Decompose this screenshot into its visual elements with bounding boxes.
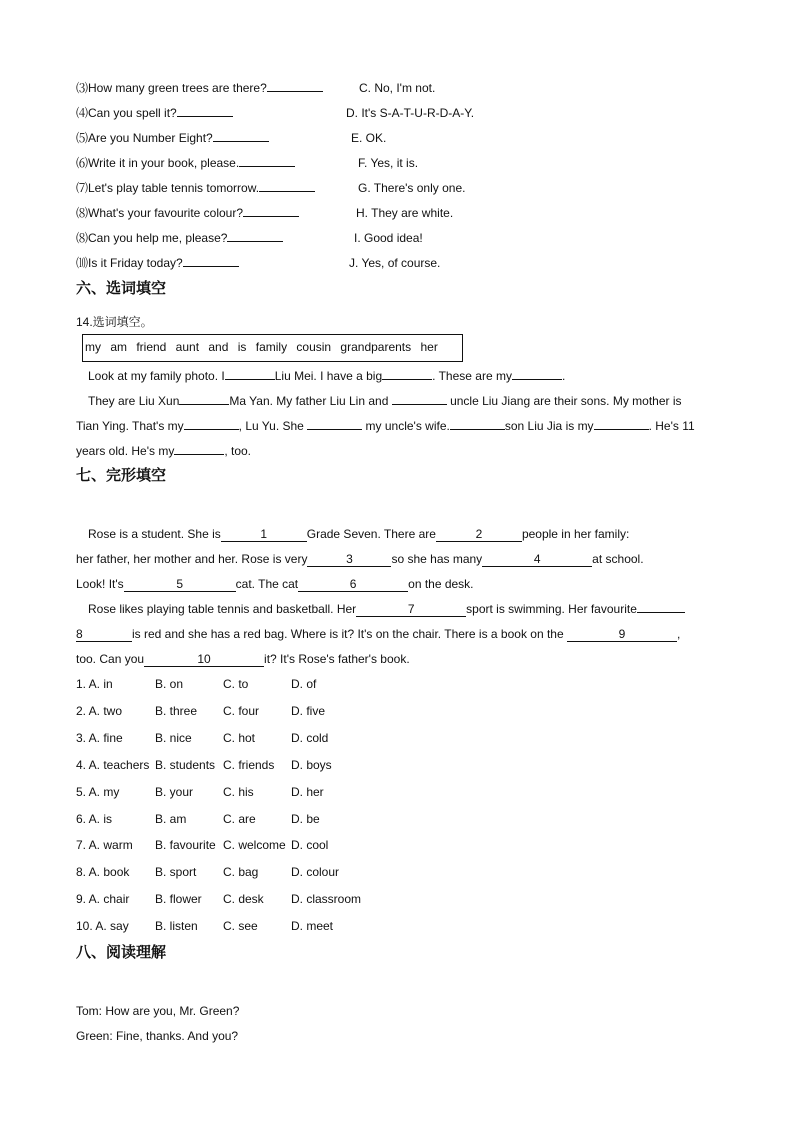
option: C. bag bbox=[223, 865, 259, 880]
dialogue-line: Green: Fine, thanks. And you? bbox=[76, 1029, 239, 1043]
matching-answer: D. It's S-A-T-U-R-D-A-Y. bbox=[346, 106, 475, 120]
option: B. nice bbox=[155, 730, 192, 745]
dialogue-line: Tom: How are you, Mr. Green? bbox=[76, 1004, 240, 1018]
section-7-title: 七、完形填空 bbox=[76, 467, 167, 484]
answer-blank[interactable] bbox=[213, 130, 269, 142]
answer-blank[interactable] bbox=[243, 205, 299, 217]
word-bank bbox=[82, 334, 463, 362]
option: B. on bbox=[155, 677, 184, 691]
option: D. cold bbox=[291, 730, 329, 745]
cloze-line: too. Can you 10 it? It's Rose's father's book. bbox=[76, 652, 410, 666]
option: D. her bbox=[291, 784, 324, 799]
matching-question: ⑻Can you help me, please? bbox=[76, 230, 283, 246]
matching-question: ⑻What's your favourite colour? bbox=[76, 205, 299, 221]
option: 8. A. book bbox=[76, 865, 130, 880]
section-6-title: 六、选词填空 bbox=[76, 280, 167, 297]
option: C. hot bbox=[223, 730, 256, 745]
passage-line: Look at my family photo. I Liu Mei. I have a big . These are my . bbox=[88, 369, 566, 383]
option: 10. A. say bbox=[76, 919, 129, 934]
option: B. three bbox=[155, 703, 198, 718]
option: C. to bbox=[223, 677, 249, 691]
option: D. be bbox=[291, 811, 320, 826]
option: C. desk bbox=[223, 892, 264, 907]
cloze-line: 8 is red and she has a red bag. Where is it? It's on the chair. There is a book on the 9 , bbox=[76, 627, 681, 641]
matching-question: ⑸Are you Number Eight? bbox=[76, 130, 269, 146]
passage-line: years old. He's my , too. bbox=[76, 444, 252, 458]
matching-question: ⑶How many green trees are there? bbox=[76, 80, 323, 96]
cloze-line: Rose likes playing table tennis and basketball. Her 7 sport is swimming. Her favourite bbox=[88, 601, 685, 617]
option: D. classroom bbox=[291, 892, 362, 907]
option: B. flower bbox=[155, 892, 202, 907]
option: B. listen bbox=[155, 919, 198, 934]
option: D. colour bbox=[291, 865, 340, 880]
passage-line: They are Liu Xun Ma Yan. My father Liu Lin and uncle Liu Jiang are their sons. My mother is bbox=[88, 394, 682, 408]
cloze-line: Look! It's 5 cat. The cat 6 on the desk. bbox=[76, 577, 474, 591]
matching-answer: G. There's only one. bbox=[358, 181, 466, 195]
option: 3. A. fine bbox=[76, 730, 123, 745]
option: C. four bbox=[223, 703, 260, 718]
answer-blank[interactable] bbox=[177, 105, 233, 117]
option: D. cool bbox=[291, 838, 329, 853]
option: 2. A. two bbox=[76, 703, 123, 718]
option: 6. A. is bbox=[76, 811, 113, 826]
option: B. students bbox=[155, 757, 216, 772]
option: C. are bbox=[223, 811, 256, 826]
option: D. boys bbox=[291, 757, 332, 772]
option: 9. A. chair bbox=[76, 892, 130, 907]
matching-answer: F. Yes, it is. bbox=[358, 156, 419, 170]
matching-answer: J. Yes, of course. bbox=[349, 256, 441, 270]
option: D. of bbox=[291, 677, 317, 691]
answer-blank[interactable] bbox=[239, 155, 295, 167]
answer-blank[interactable] bbox=[267, 80, 323, 92]
cloze-line: Rose is a student. She is 1 Grade Seven. There are 2 people in her family: bbox=[88, 527, 630, 541]
option: B. your bbox=[155, 784, 194, 799]
matching-answer: C. No, I'm not. bbox=[359, 81, 436, 95]
word-bank-words: my am friend aunt and is family cousin grandparents her bbox=[85, 340, 438, 354]
matching-question: ⑽Is it Friday today? bbox=[76, 255, 239, 271]
passage-line: Tian Ying. That's my , Lu Yu. She my uncle's wife. son Liu Jia is my . He's 11 bbox=[76, 419, 695, 433]
question-14: 14.选词填空。 bbox=[76, 315, 153, 329]
option: C. his bbox=[223, 784, 254, 799]
option: D. five bbox=[291, 703, 326, 718]
option: B. favourite bbox=[155, 838, 216, 853]
cloze-line: her father, her mother and her. Rose is very 3 so she has many 4 at school. bbox=[76, 552, 644, 566]
option: 7. A. warm bbox=[76, 838, 133, 853]
option: 4. A. teachers bbox=[76, 757, 150, 772]
matching-question: ⑹Write it in your book, please. bbox=[76, 155, 295, 171]
option: B. sport bbox=[155, 865, 197, 880]
answer-blank[interactable] bbox=[227, 230, 283, 242]
option: 5. A. my bbox=[76, 784, 120, 799]
matching-answer: E. OK. bbox=[351, 131, 387, 145]
option: C. welcome bbox=[223, 838, 286, 853]
option: C. see bbox=[223, 919, 258, 934]
option: D. meet bbox=[291, 919, 334, 934]
matching-question: ⑺Let's play table tennis tomorrow. bbox=[76, 180, 315, 196]
answer-blank[interactable] bbox=[259, 180, 315, 192]
matching-question: ⑷Can you spell it? bbox=[76, 105, 233, 121]
section-8-title: 八、阅读理解 bbox=[76, 944, 167, 961]
matching-answer: I. Good idea! bbox=[354, 231, 423, 245]
option: 1. A. in bbox=[76, 677, 113, 691]
option: B. am bbox=[155, 811, 187, 826]
option: C. friends bbox=[223, 757, 275, 772]
answer-blank[interactable] bbox=[183, 255, 239, 267]
matching-answer: H. They are white. bbox=[356, 206, 454, 220]
